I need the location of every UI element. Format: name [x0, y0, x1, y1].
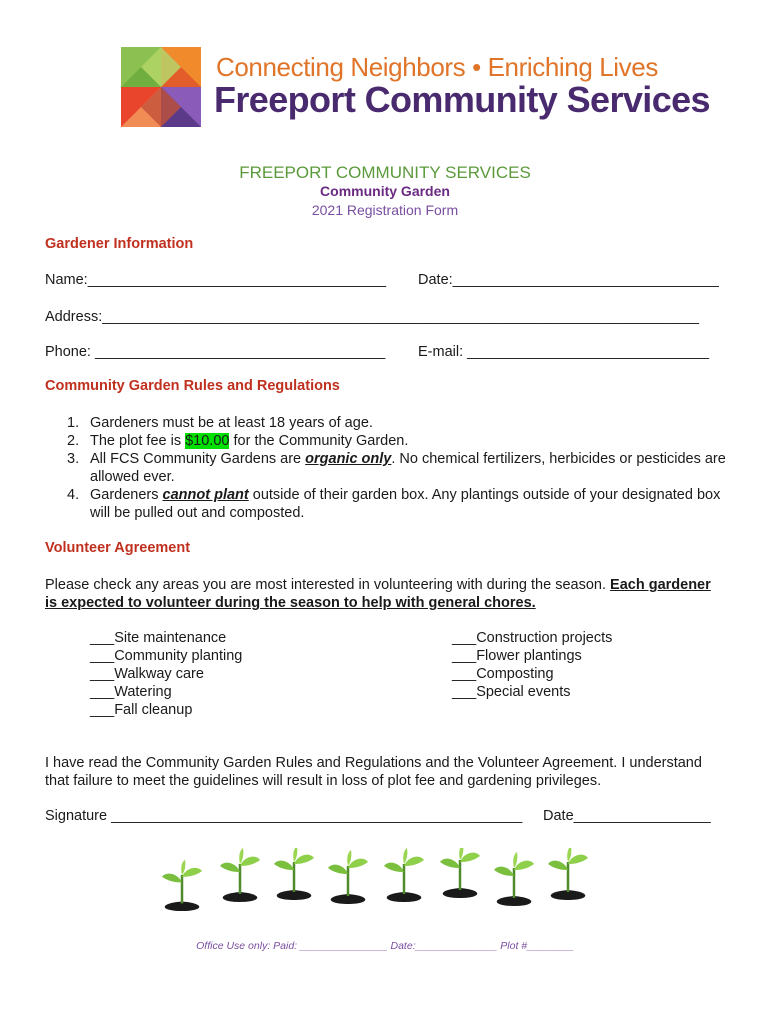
fcs-logo-mark-icon: [121, 47, 201, 127]
volunteer-intro: Please check any areas you are most interested in volunteering with during the season. Each gardener is expected to volunteer during the season to help with general chores.: [45, 577, 711, 611]
volunteer-option[interactable]: ___Fall cleanup: [90, 702, 193, 718]
rule-item: 2. The plot fee is $10.00 for the Community Garden.: [67, 433, 409, 449]
volunteer-options-right: [452, 629, 612, 701]
fee-highlight: $10.00: [185, 433, 230, 449]
seedlings-illustration-icon: [160, 848, 613, 916]
logo-org-name: Freeport Community Services: [214, 79, 710, 120]
office-use-line: Office Use only: Paid: _______________ Date:______________ Plot #________: [196, 940, 574, 952]
name-field[interactable]: Name:_____________________________________: [45, 272, 387, 288]
volunteer-option[interactable]: ___Special events: [452, 684, 571, 700]
volunteer-option[interactable]: ___Site maintenance: [90, 630, 227, 646]
email-field[interactable]: E-mail: ______________________________: [418, 344, 710, 360]
volunteer-option[interactable]: ___Walkway care: [90, 666, 204, 682]
volunteer-options-left: [90, 629, 242, 719]
volunteer-option[interactable]: ___Construction projects: [452, 630, 613, 646]
volunteer-heading: Volunteer Agreement: [45, 540, 191, 556]
signature-field[interactable]: Signature ___________________________________________________: [45, 808, 523, 824]
phone-field[interactable]: Phone: ____________________________________: [45, 344, 386, 360]
volunteer-option[interactable]: ___Composting: [452, 666, 554, 682]
address-field[interactable]: Address:__________________________________________________________________________: [45, 309, 699, 325]
org-title: FREEPORT COMMUNITY SERVICES: [239, 163, 531, 182]
volunteer-option[interactable]: ___Community planting: [90, 648, 243, 664]
cannot-plant-emphasis: cannot plant: [162, 487, 249, 503]
logo-tagline: Connecting Neighbors • Enriching Lives: [216, 52, 658, 82]
form-title: 2021 Registration Form: [311, 202, 459, 218]
rules-list: [45, 414, 735, 522]
date-field[interactable]: Date:_________________________________: [418, 272, 719, 288]
volunteer-option[interactable]: ___Watering: [90, 684, 172, 700]
signature-date-field[interactable]: Date_________________: [543, 808, 711, 824]
organic-emphasis: organic only: [305, 451, 392, 467]
gardener-info-heading: Gardener Information: [45, 236, 194, 252]
rule-item: 4. Gardeners cannot plant outside of their garden box. Any plantings outside of your designated box will be pulled out and composted.: [67, 487, 721, 521]
agreement-text: I have read the Community Garden Rules and Regulations and the Volunteer Agreement. I understand that failure to meet the guidelines will result in loss of plot fee and gardening privileges.: [45, 755, 702, 789]
volunteer-option[interactable]: ___Flower plantings: [452, 648, 582, 664]
program-title: Community Garden: [320, 183, 450, 199]
rule-item: 3. All FCS Community Gardens are organic only. No chemical fertilizers, herbicides or pesticides are allowed ever.: [67, 451, 726, 485]
rule-item: 1. Gardeners must be at least 18 years of age.: [67, 415, 373, 431]
rules-heading: Community Garden Rules and Regulations: [45, 378, 340, 394]
